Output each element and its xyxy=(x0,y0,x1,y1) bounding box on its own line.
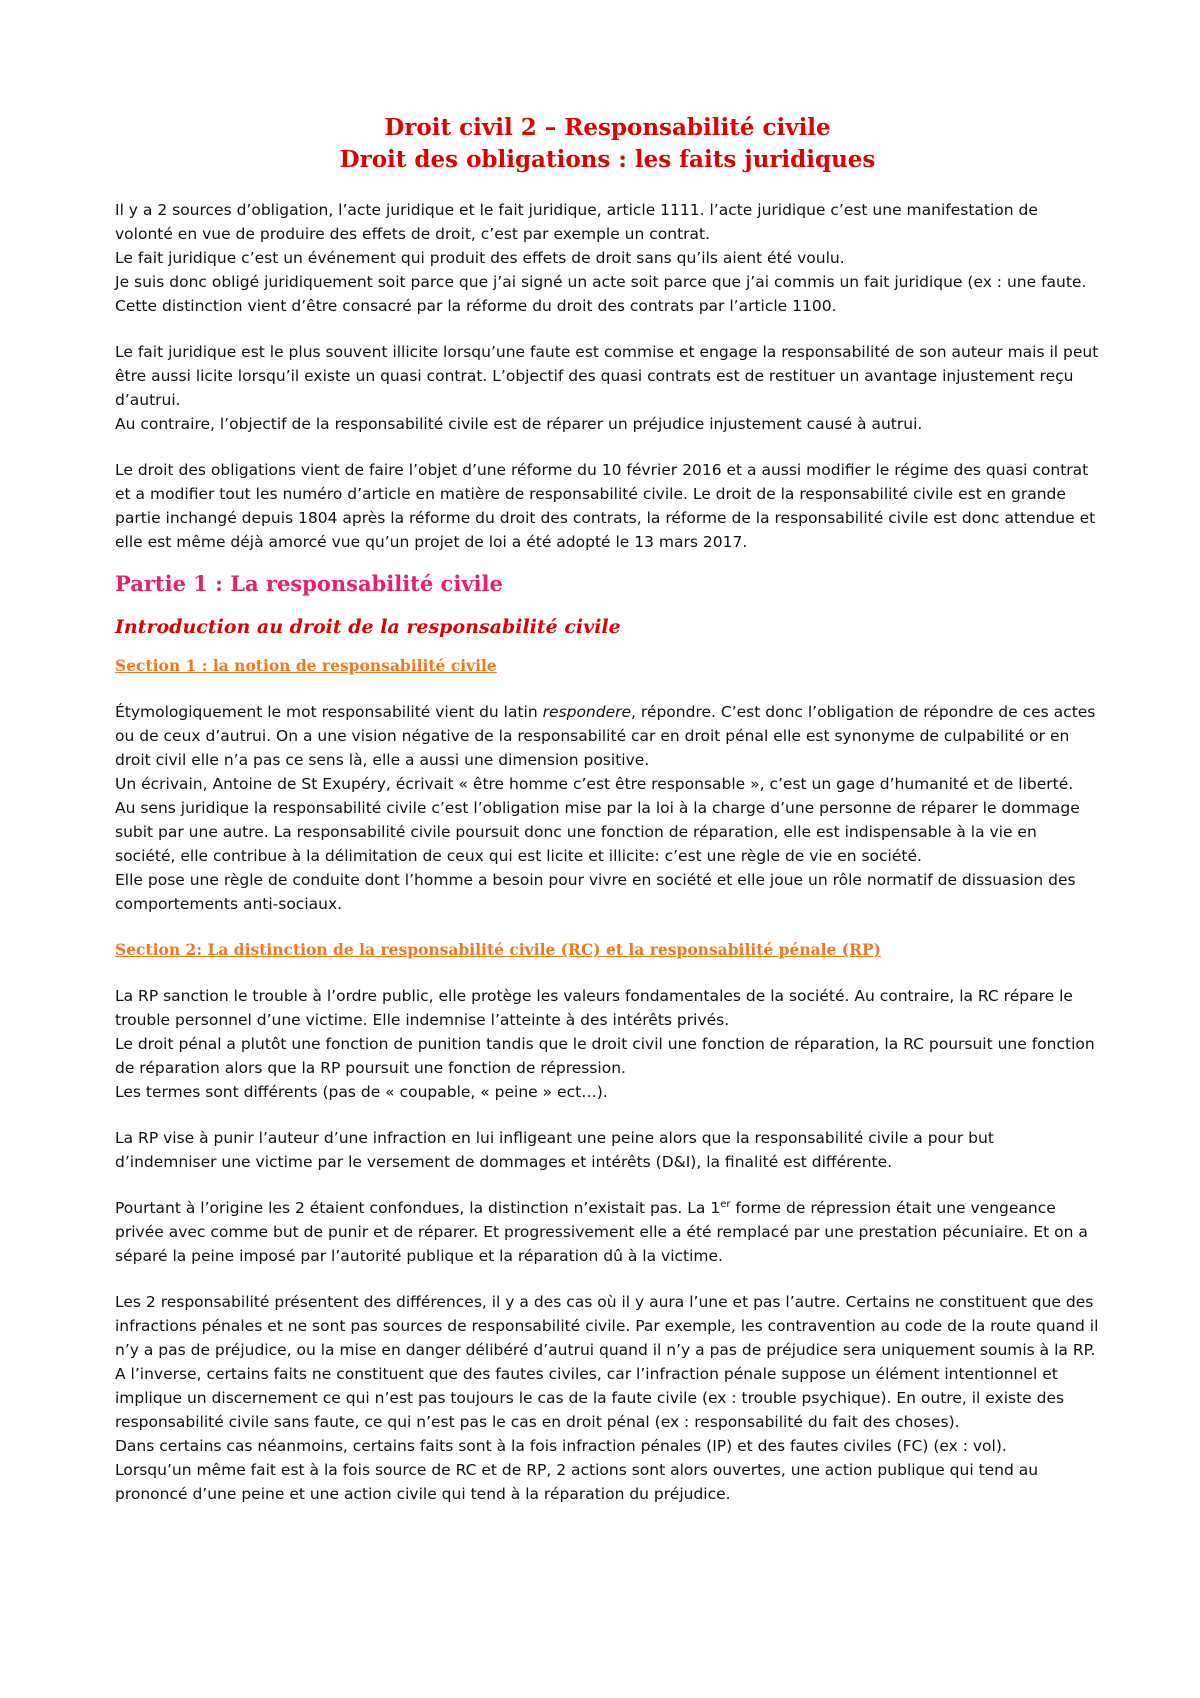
section-2-heading: Section 2: La distinction de la responsabilité civile (RC) et la responsabilité pénale (RP) xyxy=(115,940,882,959)
intro-paragraph-1: Il y a 2 sources d’obligation, l’acte juridique et le fait juridique, article 1111. l’acte juridique c’est une manifestation de volonté en vue de produire des effets de droit, c’est par exemple un contrat. xyxy=(115,201,1038,243)
document-title xyxy=(115,112,1100,176)
section-1-paragraph-1: Étymologiquement le mot responsabilité vient du latin respondere, répondre. C’est donc l’obligation de répondre de ces actes ou de ceux d’autrui. On a une vision négative de la responsabilité car en droit pénal elle est synonyme de culpabilité or en droit civil elle n’a pas ce sens là, elle a aussi une dimension positive. xyxy=(115,703,1096,769)
title-line-1: Droit civil 2 – Responsabilité civile xyxy=(384,114,831,141)
intro-paragraph-4: Le fait juridique est le plus souvent illicite lorsqu’une faute est commise et engage la responsabilité de son auteur mais il peut être aussi licite lorsqu’il existe un quasi contrat. L’objectif des quasi contrats est de restituer un avantage injustement reçu d’autrui. xyxy=(115,343,1099,409)
section-1-paragraph-2: Un écrivain, Antoine de St Exupéry, écrivait « être homme c’est être responsable », c’est un gage d’humanité et de liberté. xyxy=(115,775,1074,793)
section-1-paragraph-3: Au sens juridique la responsabilité civile c’est l’obligation mise par la loi à la charge d’une personne de réparer le dommage subit par une autre. La responsabilité civile poursuit donc une fonction de réparation, elle est indispensable à la vie en société, elle contribue à la délimitation de ceux qui est licite et illicite: c’est une règle de vie en société. xyxy=(115,799,1080,865)
document-page xyxy=(115,112,1100,1506)
section-2-paragraph-7: A l’inverse, certains faits ne constituent que des fautes civiles, car l’infraction pénale suppose un élément intentionnel et implique un discernement ce qui n’est pas toujours le cas de la faute civile (ex : trouble psychique). En outre, il existe des responsabilité civile sans faute, ce qui n’est pas le cas en droit pénal (ex : responsabilité du fait des choses). xyxy=(115,1365,1065,1431)
section-2-paragraph-4: La RP vise à punir l’auteur d’une infraction en lui infligeant une peine alors que la responsabilité civile a pour but d’indemniser une victime par le versement de dommages et intérêts (D&I), la finalité est différente. xyxy=(115,1129,994,1171)
intro-paragraph-2: Le fait juridique c’est un événement qui produit des effets de droit sans qu’ils aient été voulu. xyxy=(115,249,845,267)
intro-paragraph-3: Je suis donc obligé juridiquement soit parce que j’ai signé un acte soit parce que j’ai commis un fait juridique (ex : une faute. Cette distinction vient d’être consacré par la réforme du droit des contrats par l’article 1100. xyxy=(115,273,1087,315)
section-2-paragraph-2: Le droit pénal a plutôt une fonction de punition tandis que le droit civil une fonction de réparation, la RC poursuit une fonction de réparation alors que la RP poursuit une fonction de répression. xyxy=(115,1035,1095,1077)
section-2-paragraph-9: Lorsqu’un même fait est à la fois source de RC et de RP, 2 actions sont alors ouvertes, une action publique qui tend au prononcé d’une peine et une action civile qui tend à la réparation du préjudice. xyxy=(115,1461,1039,1503)
section-1-heading: Section 1 : la notion de responsabilité civile xyxy=(115,656,497,675)
section-2-paragraph-3: Les termes sont différents (pas de « coupable, « peine » ect…). xyxy=(115,1083,608,1101)
ordinal-superscript: er xyxy=(720,1198,731,1210)
intro-paragraph-5: Au contraire, l’objectif de la responsabilité civile est de réparer un préjudice injustement causé à autrui. xyxy=(115,415,923,433)
section-2-paragraph-8: Dans certains cas néanmoins, certains faits sont à la fois infraction pénales (IP) et des fautes civiles (FC) (ex : vol). xyxy=(115,1437,1007,1455)
introduction-heading: Introduction au droit de la responsabilité civile xyxy=(115,616,621,638)
intro-paragraph-6: Le droit des obligations vient de faire l’objet d’une réforme du 10 février 2016 et a aussi modifier le régime des quasi contrat et a modifier tout les numéro d’article en matière de responsabilité civile. Le droit de la responsabilité civile est en grande partie inchangé depuis 1804 après la réforme du droit des contrats, la réforme de la responsabilité civile est donc attendue et elle est même déjà amorcé vue qu’un projet de loi a été adopté le 13 mars 2017. xyxy=(115,461,1096,551)
section-2-paragraph-5: Pourtant à l’origine les 2 étaient confondues, la distinction n’existait pas. La 1er forme de répression était une vengeance privée avec comme but de punir et de réparer. Et progressivement elle a été remplacé par une prestation pécuniaire. Et on a séparé la peine imposé par l’autorité publique et la réparation dû à la victime. xyxy=(115,1198,1088,1265)
title-line-2: Droit des obligations : les faits juridiques xyxy=(339,146,876,173)
section-2-paragraph-1: La RP sanction le trouble à l’ordre public, elle protège les valeurs fondamentales de la société. Au contraire, la RC répare le trouble personnel d’une victime. Elle indemnise l’atteinte à des intérêts privés. xyxy=(115,987,1073,1029)
latin-term: respondere xyxy=(542,703,632,721)
section-1-paragraph-4: Elle pose une règle de conduite dont l’homme a besoin pour vivre en société et elle joue un rôle normatif de dissuasion des comportements anti-sociaux. xyxy=(115,871,1076,913)
section-2-paragraph-6: Les 2 responsabilité présentent des différences, il y a des cas où il y aura l’une et pas l’autre. Certains ne constituent que des infractions pénales et ne sont pas sources de responsabilité civile. Par exemple, les contravention au code de la route quand il n’y a pas de préjudice, ou la mise en danger délibéré d’autrui quand il n’y a pas de préjudice sera uniquement soumis à la RP. xyxy=(115,1293,1099,1359)
partie-1-heading: Partie 1 : La responsabilité civile xyxy=(115,571,503,596)
